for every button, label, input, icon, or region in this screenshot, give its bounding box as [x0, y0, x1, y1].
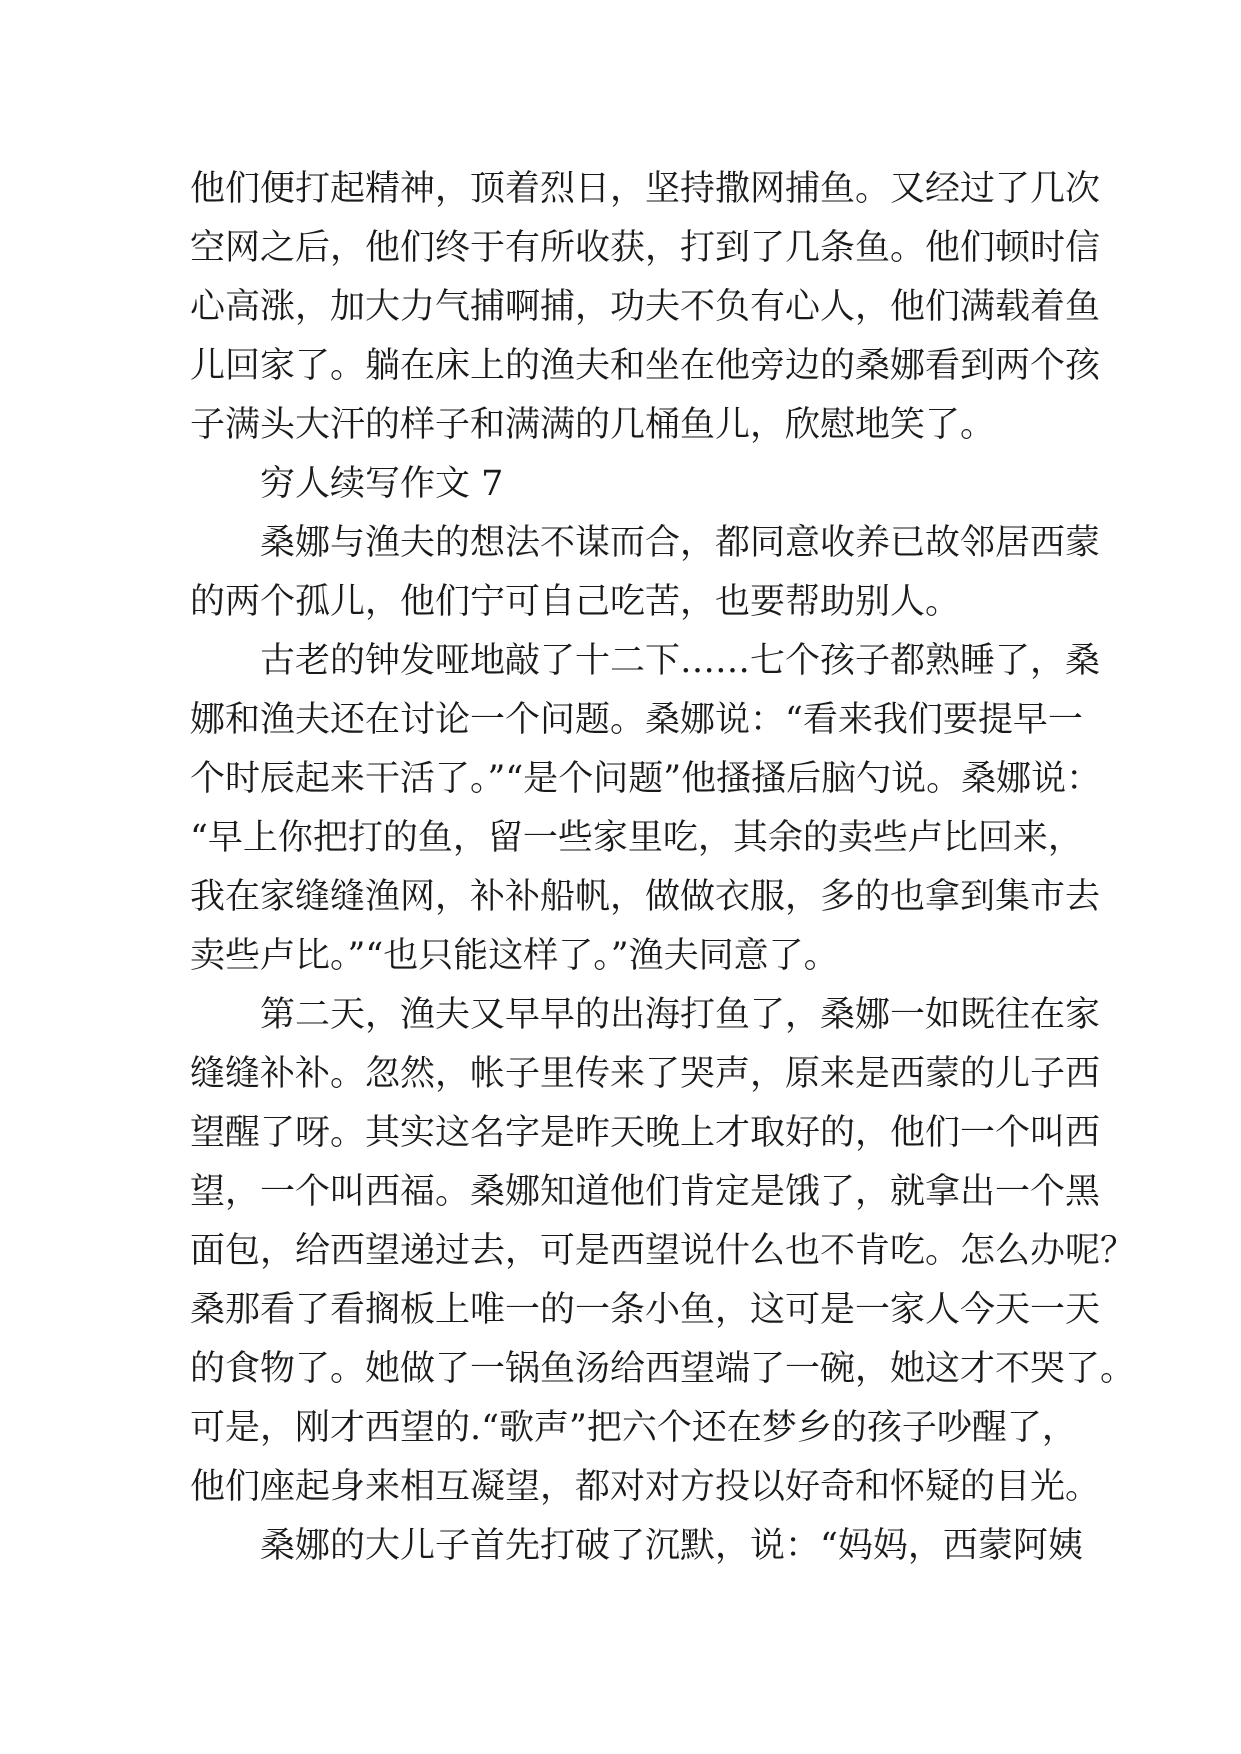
text-line: 望醒了呀。其实这名字是昨天晚上才取好的，他们一个叫西 [190, 1113, 1101, 1153]
text-line: 心高涨，加大力气捕啊捕，功夫不负有心人，他们满载着鱼 [190, 287, 1101, 327]
text-line: 缝缝补补。忽然，帐子里传来了哭声，原来是西蒙的儿子西 [190, 1054, 1101, 1094]
text-line: “早上你把打的鱼，留一些家里吃，其余的卖些卢比回来， [190, 818, 1083, 858]
text-line: 面包，给西望递过去，可是西望说什么也不肯吃。怎么办呢？ [190, 1231, 1136, 1271]
text-line: 我在家缝缝渔网，补补船帆，做做衣服，多的也拿到集市去 [190, 877, 1101, 917]
heading-line: 穷人续写作文 7 [260, 464, 504, 504]
text-line: 古老的钟发哑地敲了十二下……七个孩子都熟睡了，桑 [260, 641, 1101, 681]
text-line: 子满头大汗的样子和满满的几桶鱼儿，欣慰地笑了。 [190, 405, 996, 445]
text-line: 桑娜的大儿子首先打破了沉默，说：“妈妈，西蒙阿姨 [260, 1526, 1083, 1566]
paragraph [190, 1517, 1083, 1576]
text-line: 娜和渔夫还在讨论一个问题。桑娜说：“看来我们要提早一 [190, 700, 1083, 740]
text-line: 桑娜与渔夫的想法不谋而合，都同意收养已故邻居西蒙 [260, 523, 1101, 563]
text-line: 儿回家了。躺在床上的渔夫和坐在他旁边的桑娜看到两个孩 [190, 346, 1101, 386]
text-line: 他们座起身来相互凝望，都对对方投以好奇和怀疑的目光。 [190, 1467, 1101, 1507]
paragraph [190, 160, 1101, 455]
text-line: 望，一个叫西福。桑娜知道他们肯定是饿了，就拿出一个黑 [190, 1172, 1101, 1212]
text-line: 的两个孤儿，他们宁可自己吃苦，也要帮助别人。 [190, 582, 961, 622]
text-line: 他们便打起精神，顶着烈日，坚持撒网捕鱼。又经过了几次 [190, 169, 1101, 209]
paragraph [190, 986, 1136, 1517]
text-line: 第二天，渔夫又早早的出海打鱼了，桑娜一如既往在家 [260, 995, 1101, 1035]
paragraph [190, 632, 1102, 986]
section-heading [190, 455, 1070, 514]
text-line: 的食物了。她做了一锅鱼汤给西望端了一碗，她这才不哭了。 [190, 1349, 1136, 1389]
text-line: 桑那看了看搁板上唯一的一条小鱼，这可是一家人今天一天 [190, 1290, 1101, 1330]
body-text [190, 160, 1136, 1576]
paragraph [190, 514, 1101, 632]
text-line: 卖些卢比。”“也只能这样了。”渔夫同意了。 [190, 936, 839, 976]
text-line: 空网之后，他们终于有所收获，打到了几条鱼。他们顿时信 [190, 228, 1101, 268]
text-line: 个时辰起来干活了。”“是个问题”他搔搔后脑勺说。桑娜说： [190, 759, 1102, 799]
text-line: 可是，刚才西望的.“歌声”把六个还在梦乡的孩子吵醒了， [190, 1408, 1077, 1448]
